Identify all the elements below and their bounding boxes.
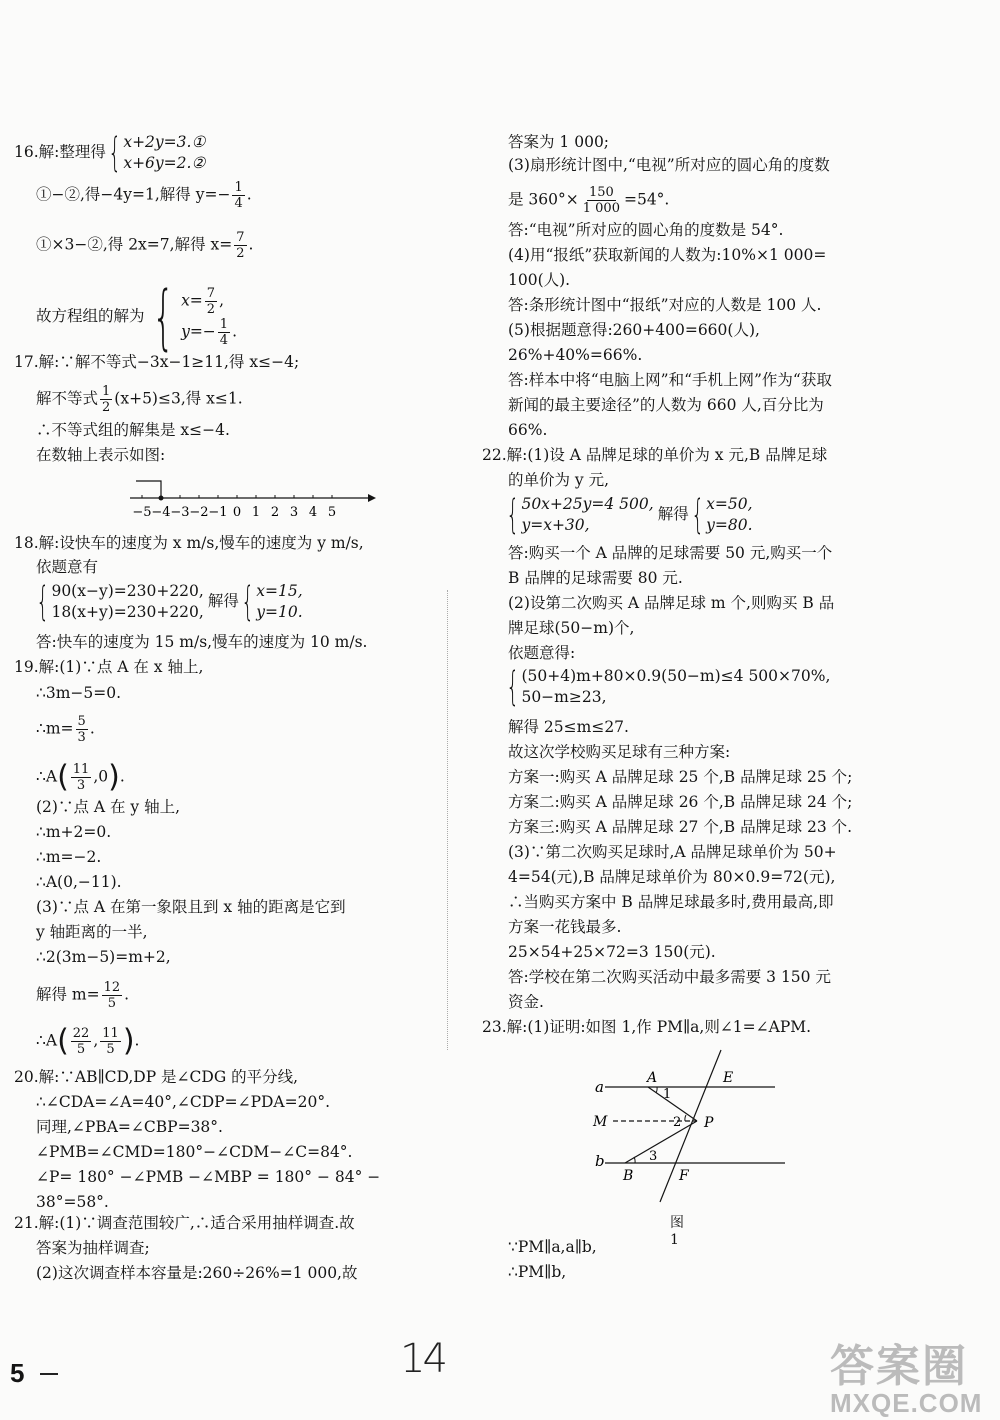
q23-line3: ∴PM∥b, [508,1263,567,1281]
q22-line11: 方案二:购买 A 品牌足球 26 个,B 品牌足球 24 个; [508,793,853,811]
q17-line2-b: (x+5)≤3,得 x≤1. [114,389,243,408]
q22-solution [706,494,752,536]
q22-brace2: { [691,492,704,538]
q17-line1: 17.解:∵解不等式−3x−1≥11,得 x≤−4; [14,353,300,371]
q18-line2: 依题意有 [36,558,99,576]
number-line-tick-label: 1 [251,505,261,520]
frac-den: 5 [107,996,117,1011]
watermark-bottom: MXQE.COM [830,1388,983,1418]
q19-line2: ∴3m−5=0. [36,684,122,702]
frac-den: 2 [236,246,245,261]
q16-system [14,132,205,174]
q17-line4: 在数轴上表示如图: [36,446,166,464]
q16-sol-values [181,286,237,348]
q21c-line4: 答:“电视”所对应的圆心角的度数是 54°. [508,221,784,239]
q21-line2: 答案为抽样调查; [36,1239,150,1257]
q23-line1: 23.解:(1)证明:如图 1,作 PM∥a,则∠1=∠APM. [482,1018,812,1036]
q18-s1: x=15, [256,582,303,600]
q22-line1: 22.解:(1)设 A 品牌足球的单价为 x 元,B 品牌足球 [482,446,828,464]
page-number-dash [40,1373,58,1375]
q19-line12-b: . [124,985,130,1004]
q16-equations [123,132,205,174]
q16-brace: { [108,130,121,176]
q16-solx [181,286,237,317]
handwritten-page-mark: 14 [400,1336,445,1382]
q18-system [34,581,303,623]
number-line-tick-label: 4 [308,505,318,520]
q19-line6: ∴m+2=0. [36,823,112,841]
label-A: A [647,1070,658,1086]
q16-step2-text: ①×3−②,得 2x=7,解得 x= [36,235,233,254]
number-line-tick-label: −3 [170,505,190,520]
q22-line7: 依题意得: [508,644,576,662]
q16-step1-text: ①−②,得−4y=1,解得 y=− [36,185,231,204]
q19-line4-b: ,0 [93,767,109,786]
q21-line3: (2)这次调查样本容量是:260÷26%=1 000,故 [36,1264,358,1282]
q21c-line3-a: 是 360°× [508,190,579,209]
number-line-arrow [368,494,376,502]
q19-line11: ∴2(3m−5)=m+2, [36,948,171,966]
paren-close: ) [108,759,120,795]
q17-line2-a: 解不等式 [36,389,99,408]
q20-line1: 20.解:∵AB∥CD,DP 是∠CDG 的平分线, [14,1068,299,1086]
number-line-tick-label: 0 [232,505,242,520]
q22-line3: 答:购买一个 A 品牌的足球需要 50 元,购买一个 [508,544,833,562]
q22-system [504,494,753,536]
label-a: a [595,1078,604,1096]
q22-line8: 解得 25≤m≤27. [508,718,629,736]
angle-1-arc [656,1087,657,1093]
q22-line13: (3)∵第二次购买足球时,A 品牌足球单价为 50+ [508,843,837,861]
q16-intro: 16.解:整理得 [14,143,106,161]
q19-line4 [36,759,125,795]
q22-line14: 4=54(元),B 品牌足球单价为 80×0.9=72(元), [508,868,836,886]
geometry-figure-1 [585,1040,800,1210]
frac-num: 1 [234,180,243,195]
q18-eq2: 18(x+y)=230+220, [51,603,204,621]
q18-mid: 解得 [207,592,239,610]
q21c-line11: 新闻的最主要途径”的人数为 660 人,百分比为 [508,396,824,414]
label-angle-1: 1 [663,1087,672,1102]
q18-brace2: { [241,579,254,625]
q22-line4: B 品牌的足球需要 80 元. [508,569,683,587]
comma: , [93,1031,99,1050]
frac-num: 11 [102,1026,119,1041]
label-E: E [723,1070,734,1086]
q21c-line6: 100(人). [508,271,571,289]
q19-line8: ∴A(0,−11). [36,873,122,891]
q16-step2 [36,230,253,261]
label-B: B [623,1168,634,1184]
watermark [830,1330,982,1419]
fraction [100,384,112,415]
fraction [234,230,246,261]
fraction [218,317,230,348]
frac-num: 22 [72,1026,90,1041]
fraction [100,1026,121,1057]
q19-line5: (2)∵点 A 在 y 轴上, [36,798,181,816]
label-b: b [595,1152,605,1170]
q19-line10: y 轴距离的一半, [36,923,148,941]
label-F: F [679,1168,689,1184]
q19-line4-a: ∴A [36,767,58,786]
frac-num: 7 [206,286,216,301]
q16-solx-end: , [219,291,225,310]
watermark-top: 答案圈 [830,1342,968,1391]
q21c-line8: (5)根据题意得:260+400=660(人), [508,321,760,339]
q22-line15: ∴当购买方案中 B 品牌足球最多时,费用最高,即 [508,893,834,911]
label-angle-2: 2 [673,1115,682,1130]
q21c-line7: 答:条形统计图中“报纸”对应的人数是 100 人. [508,296,822,314]
number-line-tick-label: 2 [270,505,280,520]
q22-ineq-brace: { [506,664,520,710]
q22-line16: 方案一花钱最多. [508,918,622,936]
q22-brace: { [506,492,520,538]
q22-equations [521,494,653,536]
label-angle-3: 3 [649,1149,658,1164]
q20-line6: 38°=58°. [36,1193,109,1211]
fraction [76,714,88,745]
q22-inequalities [504,666,830,708]
q19-line3-a: ∴m= [36,719,74,738]
frac-num: 1 [102,384,111,399]
q21c-line9: 26%+40%=66%. [508,346,643,364]
paren-open: ( [57,759,69,795]
q22-mid: 解得 [657,505,689,523]
frac-den: 5 [76,1042,86,1057]
solution-set-mark [136,481,161,498]
q22-s1: x=50, [706,495,753,513]
q21c-line1: 答案为 1 000; [508,133,610,151]
number-line-tick-label: 5 [327,505,337,520]
q21c-line5: (4)用“报纸”获取新闻的人数为:10%×1 000= [508,246,827,264]
frac-den: 2 [206,302,216,317]
number-line-tick-label: −2 [189,505,209,520]
q22-ineq-list [521,666,830,708]
q19-line1: 19.解:(1)∵点 A 在 x 轴上, [14,658,204,676]
q21c-line2: (3)扇形统计图中,“电视”所对应的圆心角的度数 [508,156,830,174]
q19-line7: ∴m=−2. [36,848,102,866]
label-P: P [704,1115,714,1131]
q18-equations [51,581,203,623]
q21c-line3-b: =54°. [623,190,670,209]
q22-line9: 故这次学校购买足球有三种方案: [508,743,731,761]
q16-sol-brace: { [151,276,174,358]
q22-line10: 方案一:购买 A 品牌足球 25 个,B 品牌足球 25 个; [508,768,853,786]
q18-answer: 答:快车的速度为 15 m/s,慢车的速度为 10 m/s. [36,633,368,651]
q16-step1 [36,180,252,211]
column-divider [447,590,448,1050]
q22-line5: (2)设第二次购买 A 品牌足球 m 个,则购买 B 品 [508,594,835,612]
q17-line3: ∴不等式组的解集是 x≤−4. [36,421,230,439]
angle-2-arc [685,1115,686,1121]
number-line-tick-label: −4 [151,505,171,520]
number-line-diagram [120,476,380,526]
q16-soly [181,317,237,348]
q16-soly-end: . [232,322,238,341]
q22-line12: 方案三:购买 A 品牌足球 27 个,B 品牌足球 23 个. [508,818,853,836]
paren-open: ( [57,1023,69,1059]
q16-step1-end: . [246,185,252,204]
q22-eq1: 50x+25y=4 500, [521,495,654,513]
q19-line12-a: 解得 m= [36,985,100,1004]
frac-num: 1 [219,317,229,332]
number-line-tick-label: −1 [208,505,228,520]
segment-bp [625,1121,697,1163]
q21c-line12: 66%. [508,421,548,439]
paren-close: ) [122,1023,135,1059]
q19-line9: (3)∵点 A 在第一象限且到 x 轴的距离是它到 [36,898,346,916]
fraction [205,286,217,317]
fraction [102,980,123,1011]
q19-line13-b: . [134,1031,140,1050]
q22-eq2: y=x+30, [521,516,590,534]
q16-eq2: x+6y=2.② [123,154,206,172]
number-line-tick-label: −5 [132,505,152,520]
q16-solution [36,276,238,358]
q18-line1: 18.解:设快车的速度为 x m/s,慢车的速度为 y m/s, [14,534,364,552]
q17-line2 [36,384,243,415]
frac-den: 4 [234,196,243,211]
figure-caption: 图1 [670,1215,684,1248]
q16-solx-text: x= [181,291,203,310]
q22-ineq1: (50+4)m+80×0.9(50−m)≤4 500×70%, [521,667,831,685]
fraction [71,1026,92,1057]
q22-ineq2: 50−m≥23, [521,688,607,706]
q22-line17: 25×54+25×72=3 150(元). [508,943,716,961]
frac-num: 5 [77,714,86,729]
frac-den: 1 000 [582,201,620,216]
q20-line4: ∠PMB=∠CMD=180°−∠CDM−∠C=84°. [36,1143,353,1161]
frac-den: 5 [106,1042,115,1057]
q22-line19: 资金. [508,993,544,1011]
q22-line2: 的单价为 y 元, [508,471,610,489]
angle-3-arc [634,1157,635,1163]
q19-line13 [36,1023,140,1059]
q21c-line10: 答:样本中将“电脑上网”和“手机上网”作为“获取 [508,371,832,389]
q19-line13-a: ∴A [36,1031,58,1050]
frac-den: 3 [77,730,86,745]
q20-line3: 同理,∠PBA=∠CBP=38°. [36,1118,223,1136]
q16-soly-text: y=− [181,322,216,341]
q22-s2: y=80. [706,516,753,534]
q20-line5: ∠P= 180° −∠PMB −∠MBP = 180° − 84° − [36,1168,381,1186]
q23-line2: ∵PM∥a,a∥b, [508,1238,597,1256]
number-line-tick-label: 3 [289,505,299,520]
q21c-line3 [508,185,669,216]
q19-line4-c: . [119,767,125,786]
q16-eq1: x+2y=3.① [123,133,206,151]
page-number: 5 [10,1358,25,1388]
q18-eq1: 90(x−y)=230+220, [51,582,204,600]
q16-step2-end: . [248,235,254,254]
q20-line2: ∴∠CDA=∠A=40°,∠CDP=∠PDA=20°. [36,1093,331,1111]
q16-sol-intro: 故方程组的解为 [36,307,145,325]
q18-s2: y=10. [256,603,303,621]
frac-num: 150 [588,185,614,200]
q19-line3-b: . [89,719,95,738]
frac-den: 4 [219,333,229,348]
label-M: M [593,1114,608,1130]
frac-num: 11 [72,762,90,777]
q18-solution [256,581,302,623]
frac-den: 2 [102,400,111,415]
frac-den: 3 [76,778,86,793]
fraction [232,180,244,211]
q22-line6: 牌足球(50−m)个, [508,619,635,637]
q18-brace: { [36,579,50,625]
frac-num: 7 [236,230,245,245]
q22-line18: 答:学校在第二次购买活动中最多需要 3 150 元 [508,968,831,986]
fraction [581,185,622,216]
fraction [71,762,92,793]
q19-line3 [36,714,95,745]
q19-line12 [36,980,129,1011]
frac-num: 12 [103,980,121,995]
q21-line1: 21.解:(1)∵调查范围较广,∴适合采用抽样调查.故 [14,1214,355,1232]
